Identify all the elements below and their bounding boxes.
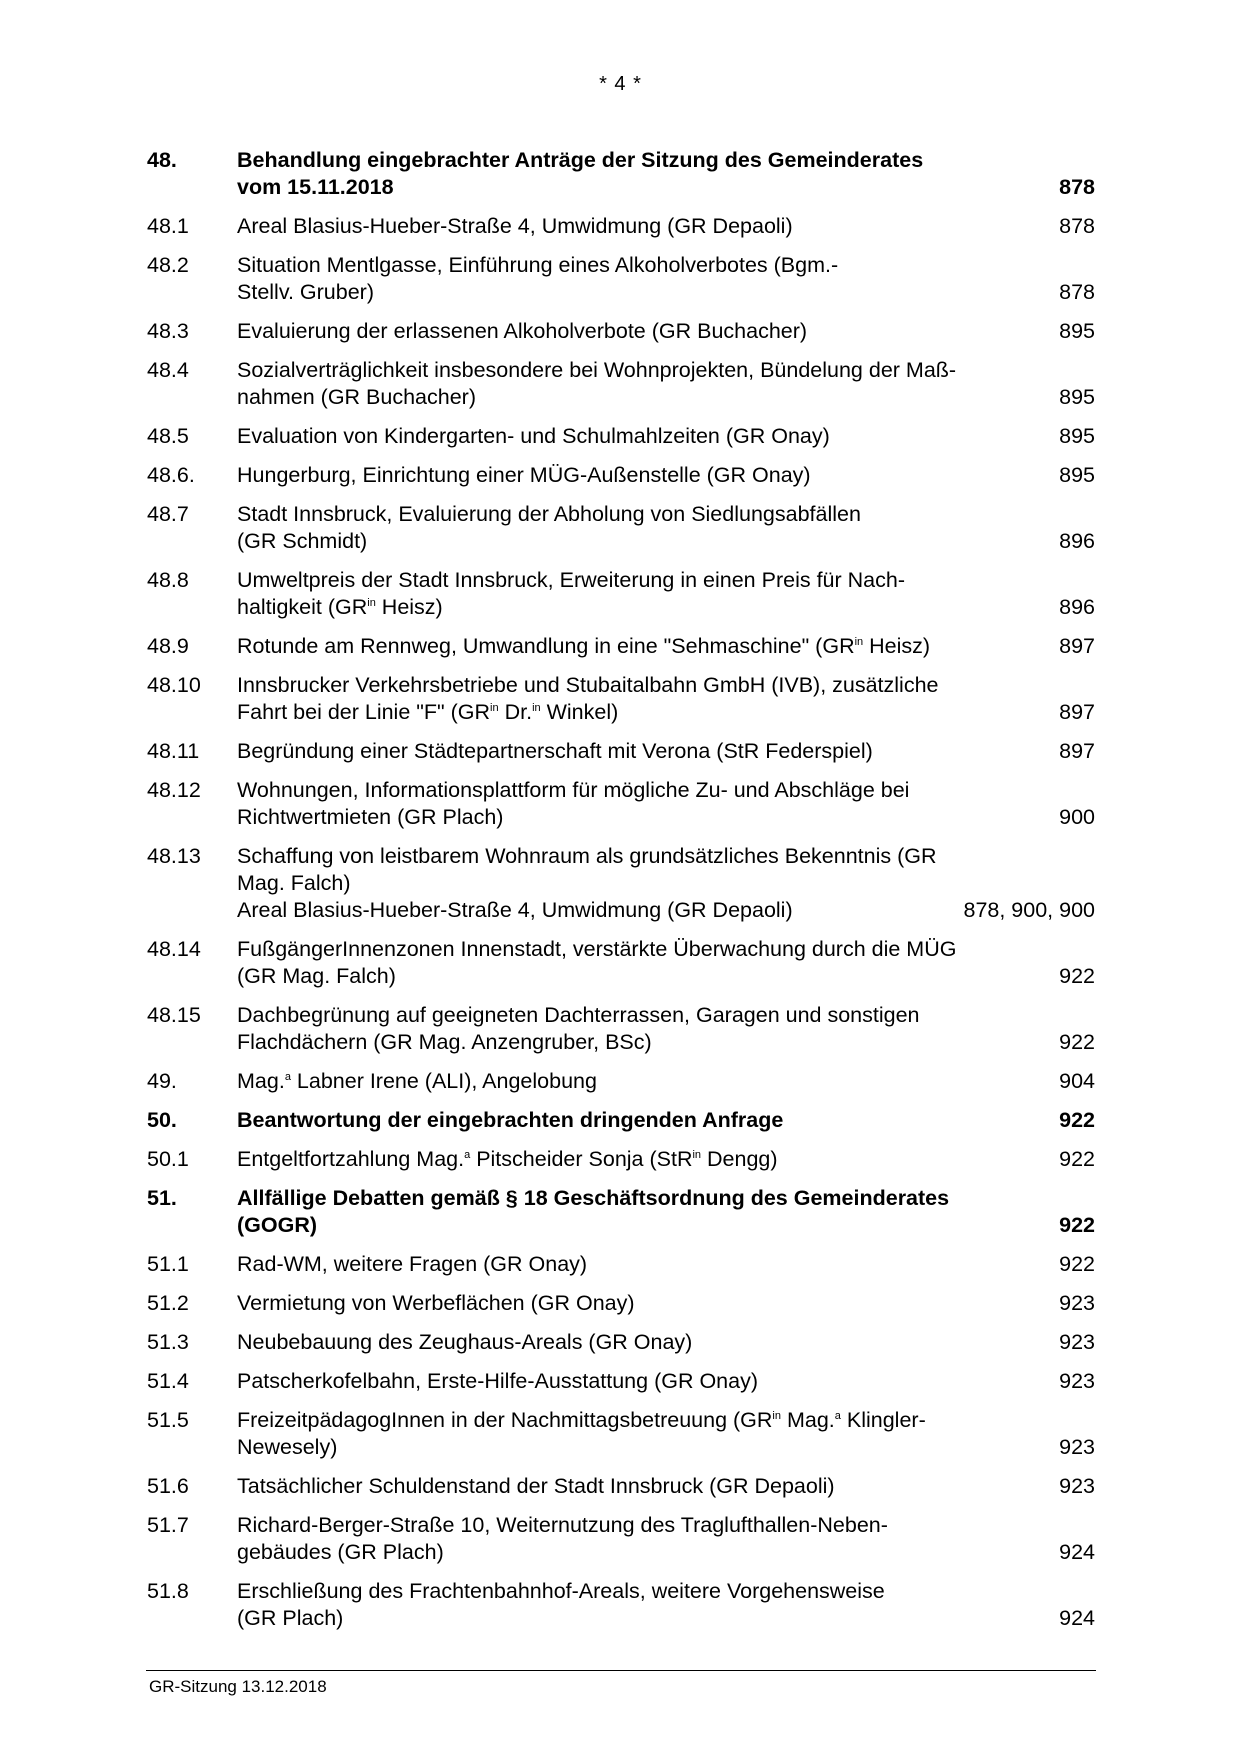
toc-entry-line [237, 423, 1095, 450]
toc-entry [147, 1407, 1095, 1461]
toc-entry-number: 48.4 [147, 358, 189, 382]
superscript: a [284, 1071, 291, 1083]
toc-entry-line [237, 1068, 1095, 1095]
toc-entry-line [237, 1002, 1095, 1029]
toc-entry-body [237, 1329, 1095, 1356]
toc-entry-page: 923 [1059, 1330, 1095, 1354]
toc-entry-page: 904 [1059, 1069, 1095, 1093]
toc-entry-line [237, 1407, 1095, 1434]
toc-entry-title: FußgängerInnenzonen Innenstadt, verstärkte Überwachung durch die MÜG [237, 937, 957, 961]
toc-entry-line [237, 870, 1095, 897]
toc-entry [147, 1002, 1095, 1056]
toc-entry-page: 878 [1059, 175, 1095, 199]
toc-entry-page: 922 [1059, 1213, 1095, 1237]
toc-entry-line [237, 777, 1095, 804]
toc-entry-body [237, 1107, 1095, 1134]
toc-entry-title: gebäudes (GR Plach) [237, 1540, 444, 1564]
toc-entry-title: Begründung einer Städtepartnerschaft mit Verona (StR Federspiel) [237, 739, 873, 763]
toc-entry [147, 147, 1095, 201]
toc-entry-line [237, 1434, 1095, 1461]
toc-entry-line [237, 963, 1095, 990]
toc-entry-page: 878 [1059, 280, 1095, 304]
toc-entry-line [237, 1146, 1095, 1173]
toc-entry-line [237, 738, 1095, 765]
toc-entry-body [237, 252, 1095, 306]
toc-entry-line [237, 528, 1095, 555]
toc-entry-title: Areal Blasius-Hueber-Straße 4, Umwidmung (GR Depaoli) [237, 214, 793, 238]
toc-entry-page: 923 [1059, 1291, 1095, 1315]
toc-entry-line [237, 843, 1095, 870]
toc-entry-number: 51.7 [147, 1513, 189, 1537]
footer-text: GR-Sitzung 13.12.2018 [149, 1677, 327, 1696]
toc-entry-page: 895 [1059, 424, 1095, 448]
toc-entry [147, 1107, 1095, 1134]
toc-entry-body [237, 1290, 1095, 1317]
toc-entry [147, 1578, 1095, 1632]
toc-entry-number: 48. [147, 148, 177, 172]
toc-entry-line [237, 1212, 1095, 1239]
toc-entry-page: 923 [1059, 1474, 1095, 1498]
toc-entry-title: vom 15.11.2018 [237, 175, 394, 199]
toc-entry-line [237, 1290, 1095, 1317]
toc-entry-number: 48.14 [147, 937, 201, 961]
toc-entry-body [237, 1251, 1095, 1278]
toc-entry-page: 896 [1059, 529, 1095, 553]
toc-entry-body [237, 1473, 1095, 1500]
toc-entry-line [237, 633, 1095, 660]
toc-entry-body [237, 1068, 1095, 1095]
toc-entry-title: Richard-Berger-Straße 10, Weiternutzung des Traglufthallen-Neben- [237, 1513, 888, 1537]
toc-entry [147, 357, 1095, 411]
toc-entry-line [237, 897, 1095, 924]
toc-entry-title: Allfällige Debatten gemäß § 18 Geschäftsordnung des Gemeinderates [237, 1186, 950, 1210]
toc-entry-title: Entgeltfortzahlung Mag.$^a$ Pitscheider Sonja (StR$^{in}$ Dengg) [237, 1147, 778, 1171]
superscript: a [464, 1149, 471, 1161]
toc-entry [147, 1473, 1095, 1500]
toc-entry-title: Fahrt bei der Linie "F" ($GR^{in}$ Dr.$^{in}$ Winkel) [237, 700, 619, 724]
toc-entry-line [237, 1578, 1095, 1605]
toc-entry-number: 48.9 [147, 634, 189, 658]
toc-entry-title: Schaffung von leistbarem Wohnraum als grundsätzliches Bekenntnis (GR [237, 844, 937, 868]
toc-entry-body [237, 357, 1095, 411]
toc-entry-body [237, 1146, 1095, 1173]
toc-entry-line [237, 147, 1095, 174]
toc-entry-page: 900 [1059, 805, 1095, 829]
toc-entry-title: Neubebauung des Zeughaus-Areals (GR Onay) [237, 1330, 693, 1354]
superscript: in [532, 702, 541, 714]
toc-entry-line [237, 1329, 1095, 1356]
toc-entry-line [237, 1251, 1095, 1278]
toc-entry-number: 51. [147, 1186, 177, 1210]
toc-entry-body [237, 213, 1095, 240]
toc-entry-page: 922 [1059, 1147, 1095, 1171]
toc-entry-body [237, 738, 1095, 765]
toc-entry-title: Rotunde am Rennweg, Umwandlung in eine "Sehmaschine" ($GR^{in}$ Heisz) [237, 634, 931, 658]
toc-entry-title: Stellv. Gruber) [237, 280, 374, 304]
toc-entry-line [237, 804, 1095, 831]
toc-entry-number: 48.5 [147, 424, 189, 448]
toc-entry-title: Newesely) [237, 1435, 338, 1459]
toc-entry [147, 1329, 1095, 1356]
toc-entry-title: Richtwertmieten (GR Plach) [237, 805, 504, 829]
superscript: in [367, 597, 376, 609]
toc-entry-number: 48.8 [147, 568, 189, 592]
superscript: in [692, 1149, 702, 1161]
toc-entry-line [237, 1185, 1095, 1212]
toc-entry-number: 48.3 [147, 319, 189, 343]
toc-entry-line [237, 1473, 1095, 1500]
toc-entry-line [237, 567, 1095, 594]
toc-entry-title: Beantwortung der eingebrachten dringenden Anfrage [237, 1108, 784, 1132]
toc-entry [147, 936, 1095, 990]
toc-entry-line [237, 1605, 1095, 1632]
toc-entry [147, 462, 1095, 489]
toc-entry [147, 567, 1095, 621]
toc-entry-number: 51.3 [147, 1330, 189, 1354]
toc-entry-number: 48.6. [147, 463, 195, 487]
footer-divider [146, 1670, 1096, 1671]
toc-entry-number: 51.4 [147, 1369, 189, 1393]
toc-entry-page: 895 [1059, 319, 1095, 343]
toc-entry-line [237, 174, 1095, 201]
toc-entry-page: 895 [1059, 385, 1095, 409]
toc-entry-page: 922 [1059, 964, 1095, 988]
toc-entry-title: Wohnungen, Informationsplattform für mögliche Zu- und Abschläge bei [237, 778, 910, 802]
toc-entry-title: (GR Plach) [237, 1606, 344, 1630]
toc-entry-line [237, 672, 1095, 699]
toc-entry-page: 897 [1059, 739, 1095, 763]
toc-entry-number: 48.15 [147, 1003, 201, 1027]
toc-entry-body [237, 777, 1095, 831]
toc-entry-title: Evaluierung der erlassenen Alkoholverbote (GR Buchacher) [237, 319, 808, 343]
toc-entry-line [237, 1107, 1095, 1134]
toc-entry-body [237, 633, 1095, 660]
superscript: in [854, 636, 864, 648]
toc-entry [147, 1185, 1095, 1239]
toc-entry-body [237, 1407, 1095, 1461]
toc-entry-body [237, 1002, 1095, 1056]
toc-entry-title: Dachbegrünung auf geeigneten Dachterrassen, Garagen und sonstigen [237, 1003, 920, 1027]
table-of-contents [147, 147, 1095, 1644]
toc-entry [147, 318, 1095, 345]
toc-entry-line [237, 384, 1095, 411]
toc-entry-title: Vermietung von Werbeflächen (GR Onay) [237, 1291, 635, 1315]
toc-entry-number: 48.7 [147, 502, 189, 526]
toc-entry-number: 50. [147, 1108, 177, 1132]
superscript: a [834, 1410, 841, 1422]
toc-entry-number: 48.2 [147, 253, 189, 277]
toc-entry-title: nahmen (GR Buchacher) [237, 385, 476, 409]
toc-entry-title: Situation Mentlgasse, Einführung eines Alkoholverbotes (Bgm.- [237, 253, 839, 277]
toc-entry-title: Behandlung eingebrachter Anträge der Sitzung des Gemeinderates [237, 148, 924, 172]
toc-entry-body [237, 318, 1095, 345]
toc-entry [147, 633, 1095, 660]
toc-entry-title: FreizeitpädagogInnen in der Nachmittagsbetreuung ($GR^{in}$ Mag.$^a$ Klingler- [237, 1408, 926, 1432]
toc-entry-number: 48.10 [147, 673, 201, 697]
toc-entry-line [237, 279, 1095, 306]
toc-entry-body [237, 843, 1095, 924]
toc-entry-number: 51.1 [147, 1252, 189, 1276]
toc-entry-line [237, 462, 1095, 489]
toc-entry-body [237, 1512, 1095, 1566]
toc-entry-title: Flachdächern (GR Mag. Anzengruber, BSc) [237, 1030, 652, 1054]
toc-entry [147, 738, 1095, 765]
toc-entry-body [237, 936, 1095, 990]
toc-entry-body [237, 1578, 1095, 1632]
toc-entry-title: Areal Blasius-Hueber-Straße 4, Umwidmung (GR Depaoli) [237, 898, 793, 922]
toc-entry-page: 897 [1059, 700, 1095, 724]
toc-entry-body [237, 1368, 1095, 1395]
toc-entry-line [237, 1512, 1095, 1539]
toc-entry-number: 48.1 [147, 214, 189, 238]
toc-entry-page: 922 [1059, 1030, 1095, 1054]
toc-entry-number: 51.2 [147, 1291, 189, 1315]
toc-entry-number: 49. [147, 1069, 177, 1093]
toc-entry-body [237, 147, 1095, 201]
toc-entry [147, 1251, 1095, 1278]
toc-entry-page: 922 [1059, 1252, 1095, 1276]
toc-entry-page: 923 [1059, 1435, 1095, 1459]
toc-entry-body [237, 423, 1095, 450]
toc-entry [147, 501, 1095, 555]
toc-entry-line [237, 1029, 1095, 1056]
toc-entry-title: Patscherkofelbahn, Erste-Hilfe-Ausstattung (GR Onay) [237, 1369, 758, 1393]
toc-entry [147, 213, 1095, 240]
toc-entry-line [237, 213, 1095, 240]
toc-entry-body [237, 1185, 1095, 1239]
toc-entry-page: 896 [1059, 595, 1095, 619]
toc-entry-title: (GR Schmidt) [237, 529, 368, 553]
toc-entry-number: 51.5 [147, 1408, 189, 1432]
toc-entry-page: 878, 900, 900 [963, 898, 1095, 922]
toc-entry [147, 1290, 1095, 1317]
toc-entry-line [237, 1539, 1095, 1566]
toc-entry-body [237, 567, 1095, 621]
toc-entry [147, 252, 1095, 306]
toc-entry-page: 924 [1059, 1606, 1095, 1630]
toc-entry-line [237, 1368, 1095, 1395]
toc-entry-title: Sozialverträglichkeit insbesondere bei Wohnprojekten, Bündelung der Maß- [237, 358, 957, 382]
toc-entry-title: Stadt Innsbruck, Evaluierung der Abholung von Siedlungsabfällen [237, 502, 861, 526]
toc-entry [147, 672, 1095, 726]
toc-entry [147, 1068, 1095, 1095]
superscript: in [490, 702, 499, 714]
toc-entry-body [237, 462, 1095, 489]
toc-entry-number: 48.12 [147, 778, 201, 802]
toc-entry-line [237, 594, 1095, 621]
toc-entry-title: (GR Mag. Falch) [237, 964, 396, 988]
toc-entry-title: Hungerburg, Einrichtung einer MÜG-Außenstelle (GR Onay) [237, 463, 811, 487]
toc-entry-body [237, 672, 1095, 726]
toc-entry [147, 1512, 1095, 1566]
toc-entry-page: 895 [1059, 463, 1095, 487]
toc-entry-number: 51.6 [147, 1474, 189, 1498]
toc-entry-title: Mag.$^a$ Labner Irene (ALI), Angelobung [237, 1069, 597, 1093]
toc-entry-page: 923 [1059, 1369, 1095, 1393]
toc-entry-line [237, 501, 1095, 528]
toc-entry-line [237, 318, 1095, 345]
toc-entry [147, 843, 1095, 924]
toc-entry-number: 51.8 [147, 1579, 189, 1603]
toc-entry-page: 878 [1059, 214, 1095, 238]
toc-entry-title: Erschließung des Frachtenbahnhof-Areals, weitere Vorgehensweise [237, 1579, 885, 1603]
toc-entry [147, 1146, 1095, 1173]
toc-entry-number: 48.13 [147, 844, 201, 868]
toc-entry-number: 50.1 [147, 1147, 189, 1171]
toc-entry-title: Rad-WM, weitere Fragen (GR Onay) [237, 1252, 588, 1276]
toc-entry-title: haltigkeit ($GR^{in}$ Heisz) [237, 595, 443, 619]
superscript: in [772, 1410, 781, 1422]
toc-entry-number: 48.11 [147, 739, 200, 763]
toc-entry-title: Evaluation von Kindergarten- und Schulmahlzeiten (GR Onay) [237, 424, 830, 448]
toc-entry-title: Tatsächlicher Schuldenstand der Stadt Innsbruck (GR Depaoli) [237, 1474, 835, 1498]
toc-entry-line [237, 357, 1095, 384]
toc-entry-line [237, 252, 1095, 279]
page-number: * 4 * [599, 73, 642, 95]
toc-entry-line [237, 936, 1095, 963]
toc-entry [147, 777, 1095, 831]
toc-entry-page: 924 [1059, 1540, 1095, 1564]
toc-entry-title: Umweltpreis der Stadt Innsbruck, Erweiterung in einen Preis für Nach- [237, 568, 905, 592]
toc-entry [147, 423, 1095, 450]
toc-entry-title: (GOGR) [237, 1213, 318, 1237]
toc-entry-page: 897 [1059, 634, 1095, 658]
toc-entry-title: Innsbrucker Verkehrsbetriebe und Stubaitalbahn GmbH (IVB), zusätzliche [237, 673, 939, 697]
toc-entry [147, 1368, 1095, 1395]
toc-entry-body [237, 501, 1095, 555]
toc-entry-title: Mag. Falch) [237, 871, 351, 895]
toc-entry-page: 922 [1059, 1108, 1095, 1132]
toc-entry-line [237, 699, 1095, 726]
